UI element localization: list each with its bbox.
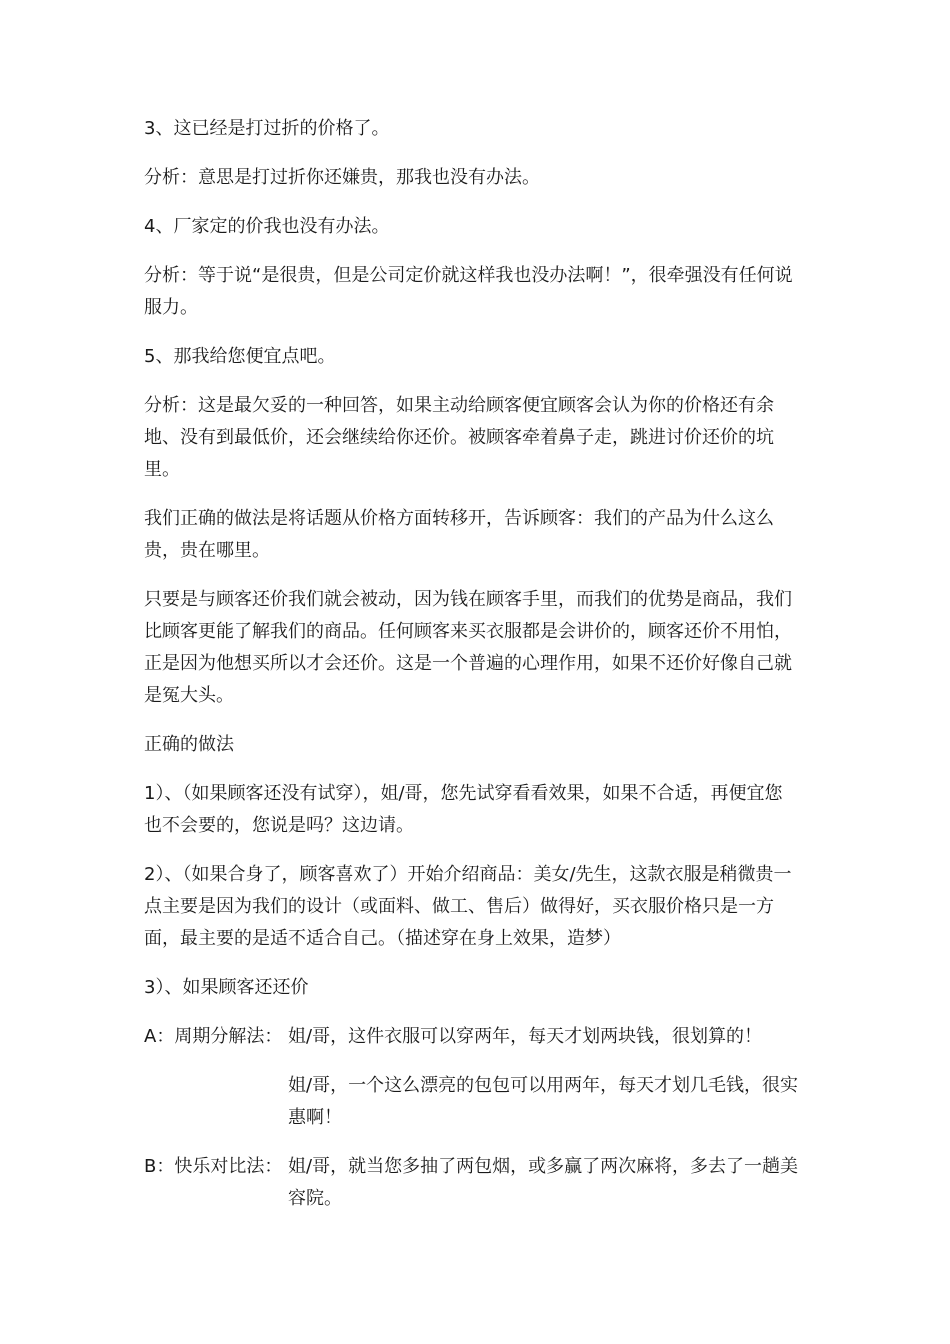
paragraph: 3、这已经是打过折的价格了。 <box>144 118 390 139</box>
paragraph: 1）、（如果顾客还没有试穿），姐/哥，您先试穿看看效果，如果不合适，再便宜您也不会要的，您说是吗？这边请。 <box>144 783 783 836</box>
paragraph: 分析：意思是打过折你还嫌贵，那我也没有办法。 <box>144 167 540 188</box>
method-a-text-2: 姐/哥，一个这么漂亮的包包可以用两年，每天才划几毛钱，很实惠啊！ <box>288 1075 799 1128</box>
method-b-row <box>144 1151 800 1215</box>
section-heading: 正确的做法 <box>144 734 234 755</box>
paragraph: 4、厂家定的价我也没有办法。 <box>144 216 390 237</box>
method-a-label: A：周期分解法： <box>144 1026 283 1047</box>
method-a-text: 姐/哥，这件衣服可以穿两年，每天才划两块钱，很划算的！ <box>288 1026 763 1047</box>
document-page <box>144 113 800 1232</box>
method-b-label: B：快乐对比法： <box>144 1156 283 1177</box>
method-a-row <box>144 1021 800 1053</box>
paragraph: 分析：这是最欠妥的一种回答，如果主动给顾客便宜顾客会认为你的价格还有余地、没有到最低价，还会继续给你还价。被顾客牵着鼻子走，跳进讨价还价的坑里。 <box>144 395 774 480</box>
paragraph: 3）、如果顾客还还价 <box>144 977 309 998</box>
paragraph: 只要是与顾客还价我们就会被动，因为钱在顾客手里，而我们的优势是商品，我们比顾客更能了解我们的商品。任何顾客来买衣服都是会讲价的，顾客还价不用怕，正是因为他想买所以才会还价。这是一个普遍的心理作用，如果不还价好像自己就是冤大头。 <box>144 589 792 706</box>
paragraph: 5、那我给您便宜点吧。 <box>144 346 336 367</box>
paragraph: 我们正确的做法是将话题从价格方面转移开，告诉顾客：我们的产品为什么这么贵，贵在哪里。 <box>144 508 774 561</box>
method-b-text: 姐/哥，就当您多抽了两包烟，或多赢了两次麻将，多去了一趟美容院。 <box>288 1156 799 1209</box>
paragraph: 2）、（如果合身了，顾客喜欢了）开始介绍商品：美女/先生，这款衣服是稍微贵一点主要是因为我们的设计（或面料、做工、售后）做得好，买衣服价格只是一方面，最主要的是适不适合自己。（描述穿在身上效果，造梦） <box>144 864 792 949</box>
paragraph: 分析：等于说“是很贵，但是公司定价就这样我也没办法啊！”，很牵强没有任何说服力。 <box>144 265 793 318</box>
